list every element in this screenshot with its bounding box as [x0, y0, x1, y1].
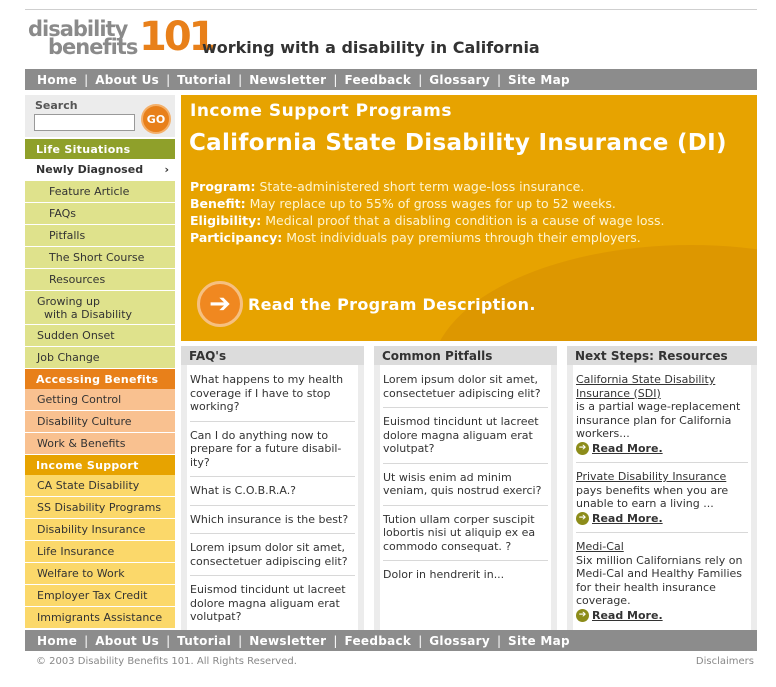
sidebar-item-job-change[interactable]: Job Change [25, 347, 175, 369]
resource-item [576, 373, 748, 463]
sidebar-item-immigrants-assistance[interactable]: Immigrants Assistance [25, 607, 175, 629]
sidebar [25, 95, 175, 630]
search-go-button[interactable]: GO [141, 104, 171, 134]
sidebar-item-ca-state-disability[interactable]: CA State Disability [25, 475, 175, 497]
sidebar-item-ss-disability-programs[interactable]: SS Disability Programs [25, 497, 175, 519]
resources-heading: Next Steps: Resources [567, 346, 757, 365]
top-nav: Home | About Us | Tutorial | Newsletter | Feedback | Glossary | Site Map [25, 69, 757, 90]
nav-home[interactable]: Home [37, 72, 78, 87]
nav-tutorial[interactable]: Tutorial [177, 72, 232, 87]
hero-kicker: Income Support Programs [190, 101, 453, 121]
site-logo[interactable] [26, 14, 546, 64]
nav-newsletter[interactable]: Newsletter [249, 72, 327, 87]
resource-description: Six million Californians rely on Medi-Cal and Healthy Families for their health insurance coverage. [576, 553, 743, 607]
nav-glossary[interactable]: Glossary [429, 72, 490, 87]
pitfall-item[interactable]: Ut wisis enim ad minim veniam, quis nostrud exerci? [383, 471, 548, 506]
sidebar-item-newly-diagnosed[interactable] [25, 159, 175, 181]
arrow-right-icon: ➔ [576, 512, 589, 525]
read-program-description-link[interactable] [197, 281, 536, 327]
footer-nav-about-us[interactable]: About Us [95, 633, 160, 648]
read-more-label: Read More. [592, 608, 663, 622]
disclaimers-link[interactable]: Disclaimers [695, 656, 754, 667]
nav-about-us[interactable]: About Us [95, 72, 160, 87]
resource-link-private-insurance[interactable]: Private Disability Insurance [576, 470, 727, 483]
search-box [25, 95, 175, 137]
faq-item[interactable]: Lorem ipsum dolor sit amet, consectetuer adipiscing elit? [190, 541, 355, 576]
faq-item[interactable]: Euismod tincidunt ut lacreet dolore magna aliguam erat volutpat? [190, 583, 346, 623]
chevron-right-icon: › [164, 163, 169, 176]
sidebar-item-disability-insurance[interactable]: Disability Insurance [25, 519, 175, 541]
sidebar-item-growing-up[interactable] [25, 291, 175, 325]
read-more-link[interactable] [576, 609, 748, 623]
sidebar-item-resources[interactable]: Resources [25, 269, 175, 291]
resource-description: is a partial wage-replacement insurance plan for California workers... [576, 400, 741, 440]
logo-word-benefits: benefits [48, 35, 138, 59]
fact-program: Program: State-administered short term wage-loss insurance. [190, 179, 585, 194]
sidebar-item-work-benefits[interactable]: Work & Benefits [25, 433, 175, 455]
resource-item [576, 470, 748, 533]
nav-site-map[interactable]: Site Map [508, 72, 570, 87]
arrow-right-icon: ➔ [576, 609, 589, 622]
pitfall-item[interactable]: Tution ullam corper suscipit lobortis nisi ut aliquip ex ea commodo consequat. ? [383, 513, 548, 562]
site-tagline: working with a disability in California [202, 38, 540, 57]
hero-banner [181, 95, 757, 341]
read-more-label: Read More. [592, 511, 663, 525]
pitfalls-heading: Common Pitfalls [374, 346, 557, 365]
footer-nav-feedback[interactable]: Feedback [344, 633, 412, 648]
faq-item[interactable]: Which insurance is the best? [190, 513, 355, 535]
fact-participancy: Participancy: Most individuals pay premiums through their employers. [190, 230, 641, 245]
sidebar-heading-life-situations[interactable]: Life Situations [25, 139, 175, 159]
sidebar-item-life-insurance[interactable]: Life Insurance [25, 541, 175, 563]
read-more-link[interactable] [576, 512, 748, 526]
faqs-column [181, 346, 364, 630]
fact-eligibility: Eligibility: Medical proof that a disabling condition is a cause of wage loss. [190, 213, 665, 228]
resources-column [567, 346, 757, 630]
faqs-heading: FAQ's [181, 346, 364, 365]
sidebar-item-label: Newly Diagnosed [36, 163, 144, 176]
sidebar-item-label: with a Disability [44, 307, 133, 321]
pitfall-item[interactable]: Lorem ipsum dolor sit amet, consectetuer adipiscing elit? [383, 373, 548, 408]
cta-label: Read the Program Description. [248, 294, 536, 314]
sidebar-item-disability-culture[interactable]: Disability Culture [25, 411, 175, 433]
sidebar-item-pitfalls[interactable]: Pitfalls [25, 225, 175, 247]
sidebar-heading-income-support[interactable]: Income Support [25, 455, 175, 475]
sidebar-item-label: Growing up [37, 294, 100, 308]
logo-number: 101 [139, 14, 214, 60]
read-more-label: Read More. [592, 441, 663, 455]
pitfall-item[interactable]: Euismod tincidunt ut lacreet dolore magna aliguam erat volutpat? [383, 415, 548, 464]
resource-link-sdi[interactable]: California State Disability Insurance (SDI) [576, 373, 716, 400]
sidebar-item-employer-tax-credit[interactable]: Employer Tax Credit [25, 585, 175, 607]
sidebar-item-feature-article[interactable]: Feature Article [25, 181, 175, 203]
arrow-right-icon: ➔ [197, 281, 243, 327]
logo-word-disability: disability [28, 17, 128, 41]
top-divider [25, 9, 757, 10]
fact-benefit: Benefit: May replace up to 55% of gross wages for up to 52 weeks. [190, 196, 616, 211]
sidebar-item-getting-control[interactable]: Getting Control [25, 389, 175, 411]
bottom-nav: Home | About Us | Tutorial | Newsletter | Feedback | Glossary | Site Map [25, 630, 757, 651]
resource-link-medi-cal[interactable]: Medi-Cal [576, 540, 624, 553]
resource-item [576, 540, 748, 629]
footer-nav-glossary[interactable]: Glossary [429, 633, 490, 648]
sidebar-item-faqs[interactable]: FAQs [25, 203, 175, 225]
footer-nav-site-map[interactable]: Site Map [508, 633, 570, 648]
footer-nav-tutorial[interactable]: Tutorial [177, 633, 232, 648]
footer-nav-newsletter[interactable]: Newsletter [249, 633, 327, 648]
sidebar-item-short-course[interactable]: The Short Course [25, 247, 175, 269]
sidebar-heading-accessing-benefits[interactable]: Accessing Benefits [25, 369, 175, 389]
pitfall-item[interactable]: Dolor in hendrerit in... [383, 568, 505, 581]
resource-description: pays benefits when you are unable to earn a living ... [576, 483, 729, 510]
search-input[interactable] [34, 114, 135, 131]
footer-nav-home[interactable]: Home [37, 633, 78, 648]
arrow-right-icon: ➔ [576, 442, 589, 455]
copyright: © 2003 Disability Benefits 101. All Rights Reserved. [36, 656, 297, 667]
faq-item[interactable]: Can I do anything now to prepare for a future disabil-ity? [190, 429, 355, 478]
sidebar-item-welfare-to-work[interactable]: Welfare to Work [25, 563, 175, 585]
pitfalls-column [374, 346, 557, 630]
program-facts [190, 178, 664, 246]
faq-item[interactable]: What is C.O.B.R.A.? [190, 484, 355, 506]
search-label: Search [35, 99, 78, 112]
faq-item[interactable]: What happens to my health coverage if I have to stop working? [190, 373, 355, 422]
sidebar-item-sudden-onset[interactable]: Sudden Onset [25, 325, 175, 347]
nav-feedback[interactable]: Feedback [344, 72, 412, 87]
page-title: California State Disability Insurance (DI) [189, 130, 727, 156]
read-more-link[interactable] [576, 442, 748, 456]
